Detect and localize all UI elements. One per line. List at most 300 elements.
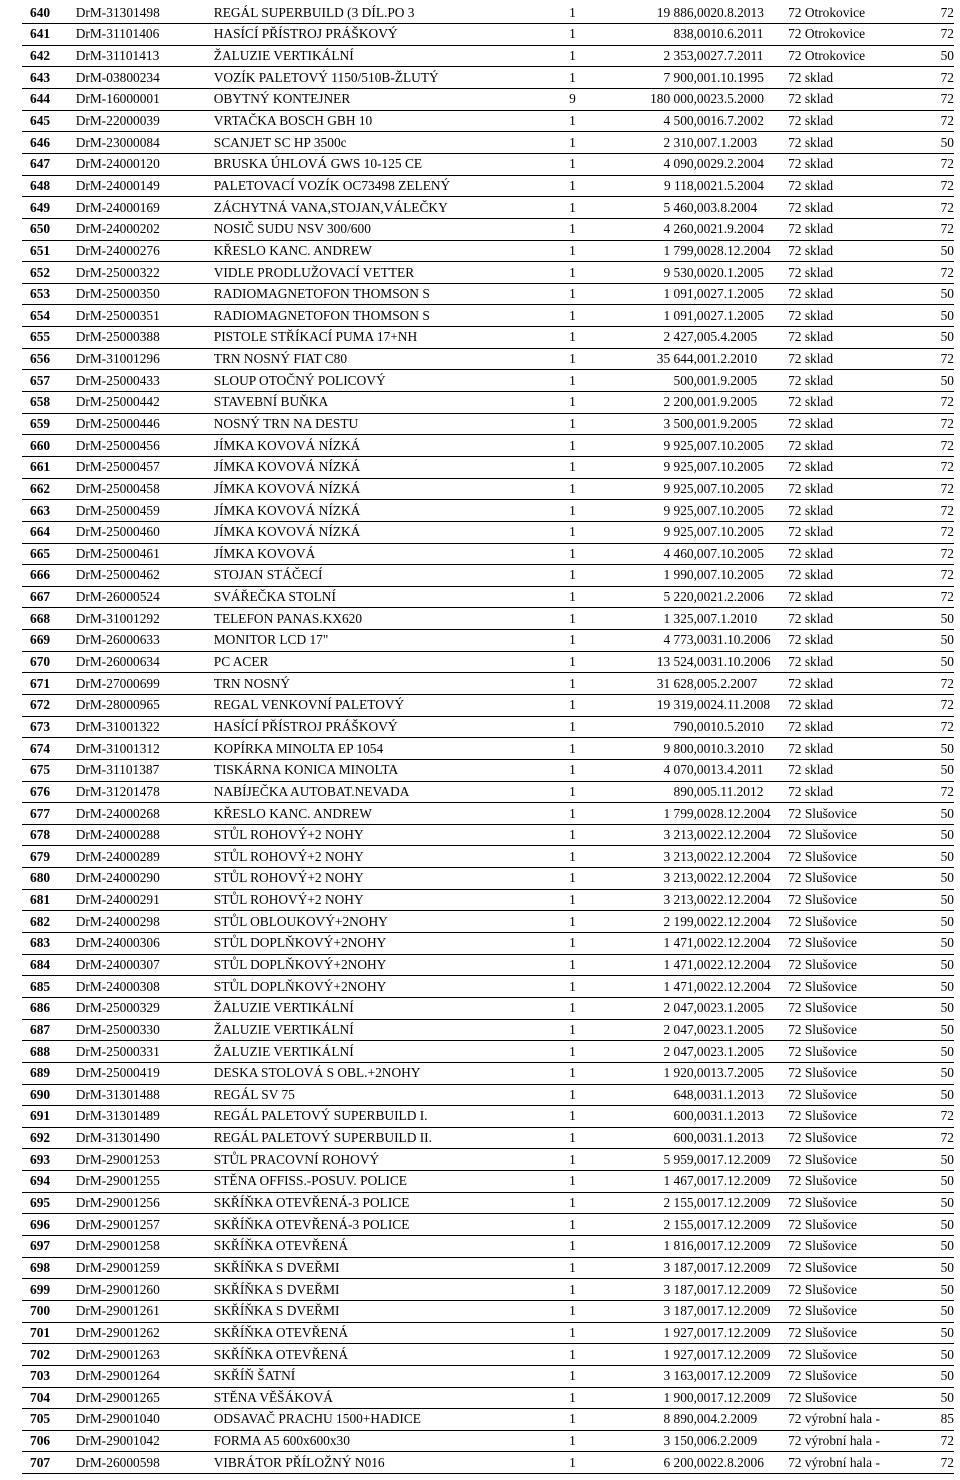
row-number-cell: 649 xyxy=(30,199,51,215)
row-number-cell: 682 xyxy=(30,913,51,929)
asset-name-cell: TISKÁRNA KONICA MINOLTA xyxy=(213,762,399,778)
value-code-cell: 50 xyxy=(940,286,954,302)
asset-code-cell: DrM-26000633 xyxy=(75,632,160,648)
row-number-cell: 660 xyxy=(30,437,51,453)
table-row xyxy=(22,348,954,370)
table-row xyxy=(22,1214,954,1236)
asset-code-cell: DrM-25000458 xyxy=(75,480,160,496)
row-number-cell: 691 xyxy=(30,1108,51,1124)
asset-name-cell: SKŘÍŇKA OTEVŘENÁ xyxy=(213,1346,349,1362)
table-row xyxy=(22,1300,954,1322)
asset-code-cell: DrM-29001042 xyxy=(75,1433,160,1449)
price-cell: 1 471,00 xyxy=(663,935,711,951)
asset-code-cell: DrM-28000965 xyxy=(75,697,160,713)
value-code-cell: 72 xyxy=(940,567,954,583)
value-code-cell: 50 xyxy=(940,1238,954,1254)
location-cell: 72 sklad xyxy=(788,437,834,453)
table-row xyxy=(22,327,954,349)
quantity-cell: 1 xyxy=(569,372,576,388)
row-number-cell: 658 xyxy=(30,394,51,410)
asset-name-cell: JÍMKA KOVOVÁ NÍZKÁ xyxy=(213,480,361,496)
price-cell: 3 213,00 xyxy=(663,892,711,908)
acquisition-date-cell: 17.12.2009 xyxy=(710,1151,771,1167)
table-row xyxy=(22,1452,954,1474)
row-number-cell: 693 xyxy=(30,1151,51,1167)
acquisition-date-cell: 17.12.2009 xyxy=(710,1303,771,1319)
asset-code-cell: DrM-25000446 xyxy=(75,415,160,431)
quantity-cell: 1 xyxy=(569,199,576,215)
price-cell: 1 471,00 xyxy=(663,957,711,972)
acquisition-date-cell: 23.1.2005 xyxy=(710,1043,764,1059)
location-cell: 72 sklad xyxy=(788,329,834,345)
quantity-cell: 1 xyxy=(569,307,576,323)
location-cell: 72 sklad xyxy=(788,351,834,367)
row-number-cell: 673 xyxy=(30,718,51,734)
row-number-cell: 671 xyxy=(30,675,51,691)
row-number-cell: 681 xyxy=(30,892,51,908)
acquisition-date-cell: 1.10.1995 xyxy=(710,69,764,85)
row-number-cell: 695 xyxy=(30,1195,51,1211)
price-cell: 3 150,00 xyxy=(663,1433,711,1449)
price-cell: 838,00 xyxy=(673,26,711,42)
location-cell: 72 Slušovice xyxy=(788,1346,857,1362)
location-cell: 72 sklad xyxy=(788,524,834,540)
table-row xyxy=(22,1344,954,1366)
table-row xyxy=(22,2,954,24)
value-code-cell: 50 xyxy=(940,1259,954,1275)
acquisition-date-cell: 17.12.2009 xyxy=(710,1324,771,1340)
table-row xyxy=(22,738,954,760)
asset-name-cell: VIDLE PRODLUŽOVACÍ VETTER xyxy=(213,264,415,280)
price-cell: 3 163,00 xyxy=(663,1368,711,1384)
acquisition-date-cell: 10.6.2011 xyxy=(710,26,764,42)
acquisition-date-cell: 1.9.2005 xyxy=(710,415,758,431)
value-code-cell: 50 xyxy=(940,1065,954,1081)
asset-name-cell: PISTOLE STŘÍKACÍ PUMA 17+NH xyxy=(213,329,418,345)
acquisition-date-cell: 22.12.2004 xyxy=(710,913,771,929)
row-number-cell: 641 xyxy=(30,26,51,42)
value-code-cell: 72 xyxy=(940,4,954,20)
asset-name-cell: SKŘÍŇKA OTEVŘENÁ xyxy=(213,1238,349,1254)
quantity-cell: 1 xyxy=(569,675,576,691)
row-number-cell: 689 xyxy=(30,1065,51,1081)
table-row xyxy=(22,1062,954,1084)
asset-code-cell: DrM-29001264 xyxy=(75,1368,160,1384)
row-number-cell: 646 xyxy=(30,134,51,150)
row-number-cell: 666 xyxy=(30,567,51,583)
price-cell: 2 310,00 xyxy=(663,134,711,150)
price-cell: 1 091,00 xyxy=(663,286,711,302)
asset-code-cell: DrM-25000461 xyxy=(75,545,160,561)
acquisition-date-cell: 1.2.2010 xyxy=(710,351,758,367)
row-number-cell: 687 xyxy=(30,1021,51,1037)
row-number-cell: 644 xyxy=(30,91,51,107)
row-number-cell: 670 xyxy=(30,654,51,670)
location-cell: 72 Slušovice xyxy=(788,1173,857,1189)
asset-code-cell: DrM-31001296 xyxy=(75,351,160,367)
row-number-cell: 703 xyxy=(30,1368,51,1384)
asset-name-cell: STOJAN STÁČECÍ xyxy=(213,567,323,583)
acquisition-date-cell: 17.12.2009 xyxy=(710,1368,771,1384)
row-number-cell: 694 xyxy=(30,1173,51,1189)
row-number-cell: 701 xyxy=(30,1324,51,1340)
value-code-cell: 50 xyxy=(940,1216,954,1232)
row-number-cell: 698 xyxy=(30,1259,51,1275)
value-code-cell: 72 xyxy=(940,113,954,129)
acquisition-date-cell: 17.12.2009 xyxy=(710,1389,771,1405)
value-code-cell: 50 xyxy=(940,892,954,908)
asset-name-cell: STŮL PRACOVNÍ ROHOVÝ xyxy=(213,1151,380,1167)
asset-name-cell: STĚNA OFFISS.-POSUV. POLICE xyxy=(213,1173,407,1189)
price-cell: 2 200,00 xyxy=(663,394,711,410)
asset-name-cell: ZÁCHYTNÁ VANA,STOJAN,VÁLEČKY xyxy=(213,199,448,215)
asset-name-cell: NOSNÝ TRN NA DESTU xyxy=(213,415,359,431)
price-cell: 2 427,00 xyxy=(663,329,711,345)
price-cell: 9 925,00 xyxy=(663,502,711,518)
row-number-cell: 648 xyxy=(30,177,51,193)
location-cell: 72 sklad xyxy=(788,610,834,626)
asset-table xyxy=(22,2,954,1474)
quantity-cell: 1 xyxy=(569,1411,576,1427)
location-cell: 72 Slušovice xyxy=(788,1021,857,1037)
quantity-cell: 1 xyxy=(569,69,576,85)
asset-name-cell: ŽALUZIE VERTIKÁLNÍ xyxy=(213,1021,354,1037)
value-code-cell: 85 xyxy=(940,1411,954,1427)
acquisition-date-cell: 3.8.2004 xyxy=(710,199,758,215)
asset-name-cell: SKŘÍŇKA OTEVŘENÁ xyxy=(213,1324,349,1340)
asset-code-cell: DrM-29001257 xyxy=(75,1216,160,1232)
quantity-cell: 1 xyxy=(569,286,576,302)
value-code-cell: 72 xyxy=(940,264,954,280)
value-code-cell: 72 xyxy=(940,675,954,691)
price-cell: 1 920,00 xyxy=(663,1065,711,1081)
quantity-cell: 1 xyxy=(569,502,576,518)
acquisition-date-cell: 7.10.2005 xyxy=(710,567,764,583)
table-row xyxy=(22,1041,954,1063)
acquisition-date-cell: 27.7.2011 xyxy=(710,48,764,64)
acquisition-date-cell: 10.5.2010 xyxy=(710,718,764,734)
quantity-cell: 1 xyxy=(569,524,576,540)
price-cell: 19 319,00 xyxy=(656,697,711,713)
location-cell: 72 sklad xyxy=(788,740,834,756)
asset-name-cell: SKŘÍŇKA S DVEŘMI xyxy=(213,1303,340,1319)
quantity-cell: 1 xyxy=(569,156,576,172)
location-cell: 72 Slušovice xyxy=(788,1195,857,1211)
acquisition-date-cell: 1.9.2005 xyxy=(710,372,758,388)
row-number-cell: 672 xyxy=(30,697,51,713)
asset-code-cell: DrM-29001258 xyxy=(75,1238,160,1254)
acquisition-date-cell: 7.10.2005 xyxy=(710,480,764,496)
asset-name-cell: FORMA A5 600x600x30 xyxy=(213,1433,350,1449)
quantity-cell: 1 xyxy=(569,1216,576,1232)
value-code-cell: 72 xyxy=(940,69,954,85)
location-cell: 72 sklad xyxy=(788,697,834,713)
location-cell: 72 sklad xyxy=(788,545,834,561)
quantity-cell: 1 xyxy=(569,1021,576,1037)
location-cell: 72 sklad xyxy=(788,675,834,691)
location-cell: 72 Slušovice xyxy=(788,805,857,821)
quantity-cell: 1 xyxy=(569,242,576,258)
asset-code-cell: DrM-24000290 xyxy=(75,870,160,886)
value-code-cell: 72 xyxy=(940,718,954,734)
price-cell: 5 460,00 xyxy=(663,199,711,215)
row-number-cell: 668 xyxy=(30,610,51,626)
acquisition-date-cell: 7.10.2005 xyxy=(710,502,764,518)
row-number-cell: 684 xyxy=(30,957,51,972)
price-cell: 6 200,00 xyxy=(663,1454,711,1470)
asset-name-cell: STAVEBNÍ BUŇKA xyxy=(213,394,329,410)
quantity-cell: 1 xyxy=(569,1324,576,1340)
asset-code-cell: DrM-24000202 xyxy=(75,221,160,237)
location-cell: 72 sklad xyxy=(788,113,834,129)
asset-name-cell: STŮL ROHOVÝ+2 NOHY xyxy=(213,827,364,843)
quantity-cell: 1 xyxy=(569,935,576,951)
location-cell: 72 výrobní hala - xyxy=(788,1411,880,1427)
asset-code-cell: DrM-25000322 xyxy=(75,264,160,280)
price-cell: 790,00 xyxy=(673,718,711,734)
asset-code-cell: DrM-24000307 xyxy=(75,957,160,972)
location-cell: 72 sklad xyxy=(788,567,834,583)
acquisition-date-cell: 13.4.2011 xyxy=(710,762,764,778)
acquisition-date-cell: 28.12.2004 xyxy=(710,242,771,258)
location-cell: 72 Slušovice xyxy=(788,935,857,951)
asset-code-cell: DrM-25000388 xyxy=(75,329,160,345)
asset-name-cell: NABÍJEČKA AUTOBAT.NEVADA xyxy=(213,783,410,799)
asset-code-cell: DrM-25000442 xyxy=(75,394,160,410)
asset-name-cell: JÍMKA KOVOVÁ NÍZKÁ xyxy=(213,437,361,453)
row-number-cell: 664 xyxy=(30,524,51,540)
acquisition-date-cell: 31.10.2006 xyxy=(710,632,771,648)
price-cell: 3 213,00 xyxy=(663,848,711,864)
table-row xyxy=(22,305,954,327)
row-number-cell: 705 xyxy=(30,1411,51,1427)
value-code-cell: 72 xyxy=(940,1130,954,1146)
location-cell: 72 výrobní hala - xyxy=(788,1454,880,1470)
value-code-cell: 50 xyxy=(940,1173,954,1189)
price-cell: 1 325,00 xyxy=(663,610,711,626)
price-cell: 8 890,00 xyxy=(663,1411,711,1427)
asset-name-cell: STŮL DOPLŇKOVÝ+2NOHY xyxy=(213,957,387,972)
asset-code-cell: DrM-16000001 xyxy=(75,91,160,107)
asset-name-cell: REGÁL PALETOVÝ SUPERBUILD II. xyxy=(213,1130,432,1146)
price-cell: 1 816,00 xyxy=(663,1238,711,1254)
value-code-cell: 50 xyxy=(940,610,954,626)
acquisition-date-cell: 20.8.2013 xyxy=(710,4,764,20)
asset-code-cell: DrM-24000288 xyxy=(75,827,160,843)
quantity-cell: 1 xyxy=(569,870,576,886)
location-cell: 72 Slušovice xyxy=(788,1065,857,1081)
value-code-cell: 50 xyxy=(940,1086,954,1102)
value-code-cell: 50 xyxy=(940,1195,954,1211)
table-row xyxy=(22,586,954,608)
acquisition-date-cell: 22.12.2004 xyxy=(710,978,771,994)
acquisition-date-cell: 13.7.2005 xyxy=(710,1065,764,1081)
asset-code-cell: DrM-03800234 xyxy=(75,69,160,85)
row-number-cell: 683 xyxy=(30,935,51,951)
asset-name-cell: RADIOMAGNETOFON THOMSON S xyxy=(213,286,430,302)
price-cell: 9 530,00 xyxy=(663,264,711,280)
table-row xyxy=(22,1192,954,1214)
value-code-cell: 50 xyxy=(940,935,954,951)
acquisition-date-cell: 5.2.2007 xyxy=(710,675,758,691)
table-row xyxy=(22,1106,954,1128)
location-cell: 72 Slušovice xyxy=(788,913,857,929)
location-cell: 72 sklad xyxy=(788,156,834,172)
value-code-cell: 72 xyxy=(940,589,954,605)
value-code-cell: 50 xyxy=(940,1000,954,1016)
acquisition-date-cell: 6.2.2009 xyxy=(710,1433,758,1449)
value-code-cell: 72 xyxy=(940,459,954,475)
price-cell: 1 091,00 xyxy=(663,307,711,323)
quantity-cell: 1 xyxy=(569,610,576,626)
quantity-cell: 1 xyxy=(569,892,576,908)
price-cell: 9 925,00 xyxy=(663,437,711,453)
quantity-cell: 1 xyxy=(569,762,576,778)
price-cell: 3 213,00 xyxy=(663,827,711,843)
value-code-cell: 50 xyxy=(940,329,954,345)
value-code-cell: 50 xyxy=(940,654,954,670)
asset-code-cell: DrM-24000308 xyxy=(75,978,160,994)
row-number-cell: 655 xyxy=(30,329,51,345)
row-number-cell: 652 xyxy=(30,264,51,280)
value-code-cell: 50 xyxy=(940,1151,954,1167)
table-row xyxy=(22,45,954,67)
table-row xyxy=(22,413,954,435)
location-cell: 72 sklad xyxy=(788,480,834,496)
acquisition-date-cell: 29.2.2004 xyxy=(710,156,764,172)
asset-name-cell: HASÍCÍ PŘÍSTROJ PRÁŠKOVÝ xyxy=(213,26,398,42)
table-row xyxy=(22,89,954,111)
location-cell: 72 sklad xyxy=(788,459,834,475)
table-row xyxy=(22,197,954,219)
asset-code-cell: DrM-31101413 xyxy=(75,48,160,64)
table-row xyxy=(22,110,954,132)
table-row xyxy=(22,976,954,998)
acquisition-date-cell: 7.10.2005 xyxy=(710,545,764,561)
location-cell: 72 Slušovice xyxy=(788,1259,857,1275)
asset-code-cell: DrM-29001263 xyxy=(75,1346,160,1362)
asset-name-cell: NOSIČ SUDU NSV 300/600 xyxy=(213,221,371,237)
acquisition-date-cell: 17.12.2009 xyxy=(710,1238,771,1254)
price-cell: 4 260,00 xyxy=(663,221,711,237)
price-cell: 890,00 xyxy=(673,783,711,799)
quantity-cell: 1 xyxy=(569,415,576,431)
asset-code-cell: DrM-29001260 xyxy=(75,1281,160,1297)
quantity-cell: 1 xyxy=(569,134,576,150)
price-cell: 1 927,00 xyxy=(663,1346,711,1362)
location-cell: 72 Slušovice xyxy=(788,1368,857,1384)
row-number-cell: 696 xyxy=(30,1216,51,1232)
quantity-cell: 1 xyxy=(569,1043,576,1059)
value-code-cell: 50 xyxy=(940,1281,954,1297)
row-number-cell: 667 xyxy=(30,589,51,605)
asset-name-cell: STŮL ROHOVÝ+2 NOHY xyxy=(213,892,364,908)
asset-name-cell: STŮL OBLOUKOVÝ+2NOHY xyxy=(213,913,388,929)
row-number-cell: 662 xyxy=(30,480,51,496)
asset-code-cell: DrM-29001253 xyxy=(75,1151,160,1167)
quantity-cell: 1 xyxy=(569,1389,576,1405)
asset-name-cell: STĚNA VĚŠÁKOVÁ xyxy=(213,1389,333,1405)
table-row xyxy=(22,1365,954,1387)
asset-code-cell: DrM-25000419 xyxy=(75,1065,160,1081)
row-number-cell: 645 xyxy=(30,113,51,129)
price-cell: 2 047,00 xyxy=(663,1043,711,1059)
row-number-cell: 657 xyxy=(30,372,51,388)
table-row xyxy=(22,803,954,825)
price-cell: 3 187,00 xyxy=(663,1303,711,1319)
acquisition-date-cell: 17.12.2009 xyxy=(710,1259,771,1275)
row-number-cell: 643 xyxy=(30,69,51,85)
location-cell: 72 Slušovice xyxy=(788,1108,857,1124)
acquisition-date-cell: 31.10.2006 xyxy=(710,654,771,670)
quantity-cell: 1 xyxy=(569,1281,576,1297)
asset-code-cell: DrM-24000169 xyxy=(75,199,160,215)
location-cell: 72 Slušovice xyxy=(788,1389,857,1405)
asset-code-cell: DrM-25000350 xyxy=(75,286,160,302)
value-code-cell: 72 xyxy=(940,199,954,215)
price-cell: 3 187,00 xyxy=(663,1259,711,1275)
asset-name-cell: VRTAČKA BOSCH GBH 10 xyxy=(213,113,373,129)
location-cell: 72 sklad xyxy=(788,415,834,431)
asset-name-cell: MONITOR LCD 17" xyxy=(213,632,329,648)
price-cell: 648,00 xyxy=(673,1086,711,1102)
value-code-cell: 72 xyxy=(940,177,954,193)
price-cell: 180 000,00 xyxy=(650,91,711,107)
quantity-cell: 1 xyxy=(569,545,576,561)
row-number-cell: 661 xyxy=(30,459,51,475)
table-row xyxy=(22,240,954,262)
acquisition-date-cell: 23.1.2005 xyxy=(710,1000,764,1016)
location-cell: 72 Slušovice xyxy=(788,1151,857,1167)
quantity-cell: 1 xyxy=(569,913,576,929)
asset-code-cell: DrM-24000120 xyxy=(75,156,160,172)
asset-code-cell: DrM-25000456 xyxy=(75,437,160,453)
location-cell: 72 sklad xyxy=(788,783,834,799)
asset-code-cell: DrM-29001259 xyxy=(75,1259,160,1275)
value-code-cell: 50 xyxy=(940,957,954,972)
asset-code-cell: DrM-31301490 xyxy=(75,1130,160,1146)
location-cell: 72 Slušovice xyxy=(788,957,857,972)
asset-name-cell: REGÁL PALETOVÝ SUPERBUILD I. xyxy=(213,1108,428,1124)
quantity-cell: 1 xyxy=(569,567,576,583)
row-number-cell: 669 xyxy=(30,632,51,648)
table-row xyxy=(22,1171,954,1193)
quantity-cell: 1 xyxy=(569,177,576,193)
location-cell: 72 sklad xyxy=(788,69,834,85)
table-row xyxy=(22,651,954,673)
table-row xyxy=(22,175,954,197)
value-code-cell: 50 xyxy=(940,632,954,648)
acquisition-date-cell: 31.1.2013 xyxy=(710,1086,764,1102)
asset-name-cell: JÍMKA KOVOVÁ xyxy=(213,545,316,561)
asset-code-cell: DrM-25000351 xyxy=(75,307,160,323)
table-row xyxy=(22,889,954,911)
price-cell: 4 500,00 xyxy=(663,113,711,129)
quantity-cell: 9 xyxy=(569,91,576,107)
value-code-cell: 50 xyxy=(940,372,954,388)
asset-code-cell: DrM-24000289 xyxy=(75,848,160,864)
price-cell: 9 800,00 xyxy=(663,740,711,756)
value-code-cell: 50 xyxy=(940,805,954,821)
row-number-cell: 654 xyxy=(30,307,51,323)
asset-name-cell: SKŘÍŇKA S DVEŘMI xyxy=(213,1281,340,1297)
table-row xyxy=(22,1019,954,1041)
quantity-cell: 1 xyxy=(569,654,576,670)
quantity-cell: 1 xyxy=(569,264,576,280)
quantity-cell: 1 xyxy=(569,1346,576,1362)
asset-name-cell: SCANJET SC HP 3500c xyxy=(213,134,347,150)
acquisition-date-cell: 20.1.2005 xyxy=(710,264,764,280)
